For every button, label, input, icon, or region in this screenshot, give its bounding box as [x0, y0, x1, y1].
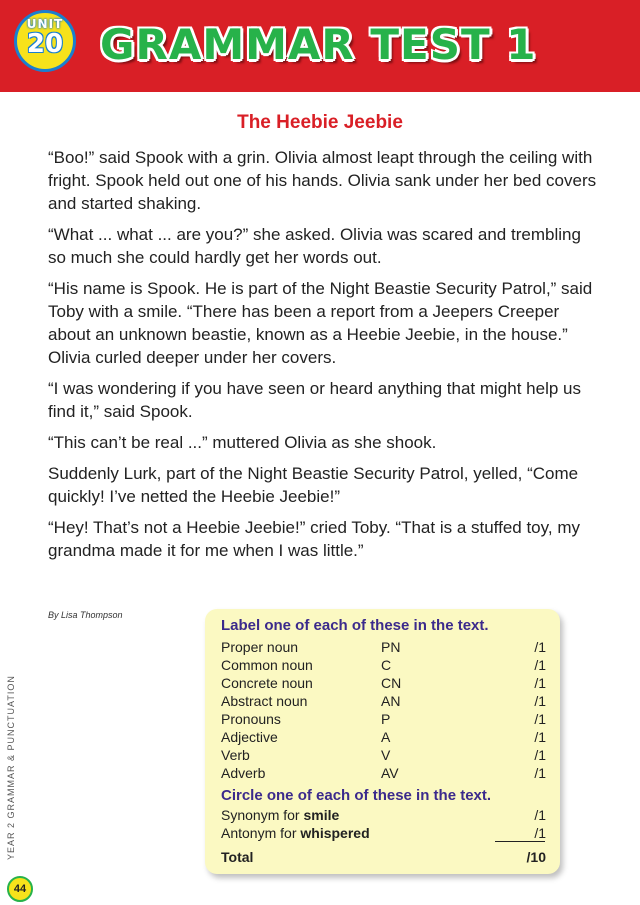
label-code: P: [381, 711, 391, 727]
page-title: GRAMMAR TEST 1: [100, 20, 537, 69]
label-code: V: [381, 747, 391, 763]
total-mark: /10: [526, 849, 546, 865]
label-code: A: [381, 729, 391, 745]
story-paragraph: “His name is Spook. He is part of the Night Beastie Security Patrol,” said Toby with a smile. “There has been a report from a Jeepers Creeper about an unknown beastie, known as a Heebie Jeebie, in the house.” Olivia curled deeper under her covers.: [48, 279, 593, 367]
label-row: [221, 639, 546, 657]
label-name: Concrete noun: [221, 675, 313, 691]
story-paragraph: “Hey! That’s not a Heebie Jeebie!” cried Toby. “That is a stuffed toy, my grandma made it for me when I was little.”: [48, 518, 580, 560]
circle-prefix: Synonym for: [221, 807, 300, 823]
circle-row: [221, 807, 546, 825]
label-row: [221, 729, 546, 747]
label-mark: /1: [534, 729, 546, 745]
story-paragraph: “This can’t be real ...” muttered Olivia as she shook.: [48, 433, 437, 452]
label-mark: /1: [534, 657, 546, 673]
total-label: Total: [221, 849, 254, 865]
circle-word: smile: [303, 807, 340, 823]
label-code: AV: [381, 765, 399, 781]
label-name: Verb: [221, 747, 250, 763]
story-paragraph: “Boo!” said Spook with a grin. Olivia almost leapt through the ceiling with fright. Spook held out one of his hands. Olivia sank under her bed covers and started shaking.: [48, 148, 597, 213]
label-mark: /1: [534, 747, 546, 763]
story-paragraph: Suddenly Lurk, part of the Night Beastie Security Patrol, yelled, “Come quickly! I’ve netted the Heebie Jeebie!”: [48, 464, 579, 506]
label-row: [221, 765, 546, 783]
unit-word: UNIT: [26, 17, 64, 31]
label-name: Pronouns: [221, 711, 281, 727]
story-text: [48, 146, 598, 570]
story-paragraph: “What ... what ... are you?” she asked. Olivia was scared and trembling so much she could hardly get her words out.: [48, 225, 581, 267]
label-name: Adjective: [221, 729, 278, 745]
label-row: [221, 657, 546, 675]
story-title: The Heebie Jeebie: [237, 112, 403, 133]
header-banner: [0, 0, 640, 92]
label-name: Proper noun: [221, 639, 299, 655]
circle-word: whispered: [300, 825, 370, 841]
label-code: C: [381, 657, 392, 673]
circle-mark: /1: [534, 807, 546, 823]
side-label: YEAR 2 GRAMMAR & PUNCTUATION: [6, 675, 16, 861]
label-mark: /1: [534, 765, 546, 781]
label-mark: /1: [534, 693, 546, 709]
label-name: Adverb: [221, 765, 266, 781]
page-number: 44: [7, 876, 33, 902]
unit-number: 20: [26, 29, 64, 59]
label-mark: /1: [534, 711, 546, 727]
marking-panel: [205, 609, 560, 874]
label-code: CN: [381, 675, 402, 691]
total-row: [221, 849, 546, 867]
label-name: Abstract noun: [221, 693, 308, 709]
label-mark: /1: [534, 675, 546, 691]
circle-label: [221, 807, 339, 823]
label-code: PN: [381, 639, 401, 655]
circle-mark: /1: [534, 825, 546, 841]
label-name: Common noun: [221, 657, 313, 673]
byline: By Lisa Thompson: [48, 610, 123, 620]
label-heading: Label one of each of these in the text.: [221, 617, 489, 634]
circle-prefix: Antonym for: [221, 825, 297, 841]
story-paragraph: “I was wondering if you have seen or heard anything that might help us find it,” said Spook.: [48, 379, 581, 421]
circle-heading: Circle one of each of these in the text.: [221, 787, 492, 804]
circle-label: [221, 825, 370, 841]
total-divider: [495, 841, 545, 842]
label-row: [221, 693, 546, 711]
label-mark: /1: [534, 639, 546, 655]
label-row: [221, 675, 546, 693]
label-row: [221, 747, 546, 765]
label-code: AN: [381, 693, 401, 709]
label-row: [221, 711, 546, 729]
unit-badge: [14, 10, 76, 72]
